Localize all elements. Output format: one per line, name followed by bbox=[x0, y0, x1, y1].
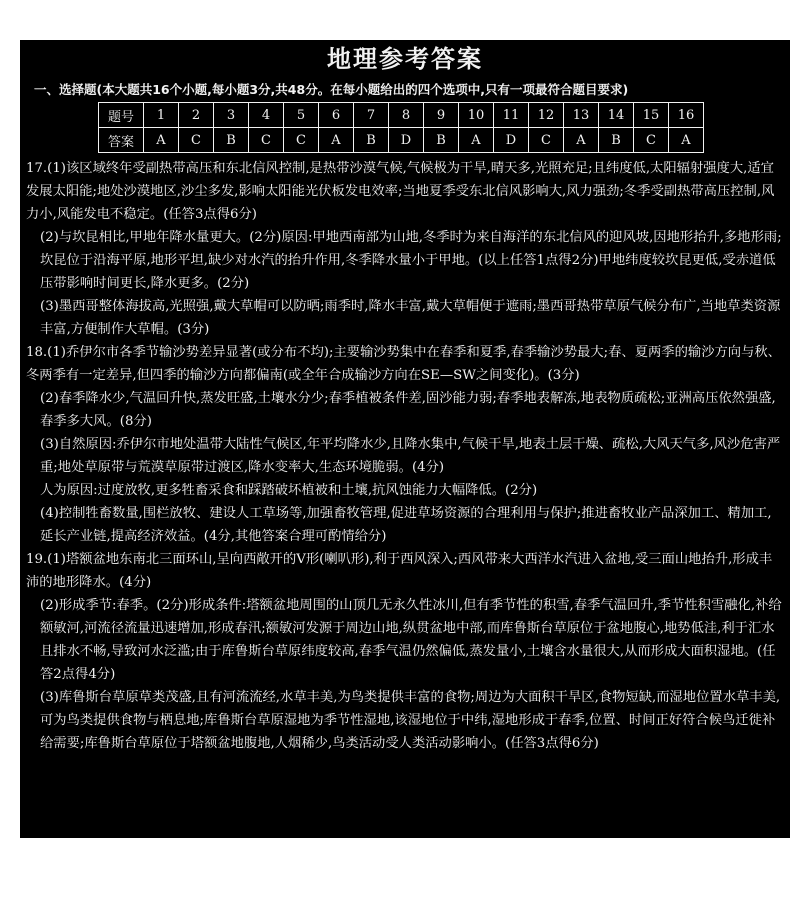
paragraph: (2)与坎昆相比,甲地年降水量更大。(2分)原因:甲地西南部为山地,冬季时为来自海洋的东北信风的迎风坡,因地形抬升,多地形雨;坎昆位于沿海平原,地形平坦,缺少对水汽的抬升作用,冬季降水量小于甲地。(以上任答1点得2分)甲地纬度较坎昆更低,受赤道低压带影响时间更长,降水更多。(2分) bbox=[40, 230, 782, 291]
answer-cell: B bbox=[599, 128, 634, 153]
paragraph: 18.(1)乔伊尔市各季节输沙势差异显著(或分布不均);主要输沙势集中在春季和夏季,春季输沙势最大;春、夏两季的输沙方向与秋、冬两季有一定差异,但四季的输沙方向都偏南(或全年合成输沙方向在SE—SW之间变化)。(3分) bbox=[26, 345, 781, 383]
row-label-number: 题号 bbox=[99, 103, 144, 128]
answer-cell: C bbox=[284, 128, 319, 153]
question-number-cell: 1 bbox=[144, 103, 179, 128]
question-18 bbox=[26, 341, 782, 548]
question-number-cell: 2 bbox=[179, 103, 214, 128]
page-title: 地理参考答案 bbox=[327, 45, 483, 73]
paragraph: 19.(1)塔额盆地东南北三面环山,呈向西敞开的V形(喇叭形),利于西风深入;西风带来大西洋水汽进入盆地,受三面山地抬升,形成丰沛的地形降水。(4分) bbox=[26, 552, 773, 590]
answer-cell: A bbox=[319, 128, 354, 153]
answer-sheet bbox=[20, 40, 790, 838]
row-label-answer: 答案 bbox=[99, 128, 144, 153]
section-heading: 一、选择题(本大题共16个小题,每小题3分,共48分。在每小题给出的四个选项中,只有一项最符合题目要求) bbox=[34, 82, 629, 97]
paragraph: 人为原因:过度放牧,更多牲畜采食和踩踏破坏植被和土壤,抗风蚀能力大幅降低。(2分) bbox=[40, 483, 538, 498]
question-number-cell: 10 bbox=[459, 103, 494, 128]
question-number-cell: 9 bbox=[424, 103, 459, 128]
question-number-cell: 7 bbox=[354, 103, 389, 128]
table-row-answers bbox=[99, 128, 704, 153]
paragraph: (3)自然原因:乔伊尔市地处温带大陆性气候区,年平均降水少,且降水集中,气候干旱,地表土层干燥、疏松,大风天气多,风沙危害严重;地处草原带与荒漠草原带过渡区,降水变率大,生态环境脆弱。(4分) bbox=[40, 437, 781, 475]
paragraph: (2)形成季节:春季。(2分)形成条件:塔额盆地周围的山顶几无永久性冰川,但有季节性的积雪,春季气温回升,季节性积雪融化,补给额敏河,河流径流量迅速增加,形成春汛;额敏河发源于周边山地,纵贯盆地中部,而库鲁斯台草原位于盆地腹心,地势低洼,利于汇水且排水不畅,导致河水泛滥;由于库鲁斯台草原纬度较高,春季气温仍然偏低,蒸发量小,土壤含水量很大,从而形成大面积湿地。(任答2点得4分) bbox=[40, 598, 782, 682]
answer-cell: B bbox=[424, 128, 459, 153]
answer-cell: A bbox=[564, 128, 599, 153]
table-row-numbers bbox=[99, 103, 704, 128]
question-number-cell: 16 bbox=[669, 103, 704, 128]
answer-table bbox=[98, 102, 704, 153]
question-19 bbox=[26, 548, 782, 755]
question-number-cell: 12 bbox=[529, 103, 564, 128]
answer-cell: B bbox=[214, 128, 249, 153]
answer-cell: B bbox=[354, 128, 389, 153]
paragraph: (2)春季降水少,气温回升快,蒸发旺盛,土壤水分少;春季植被条件差,固沙能力弱;春季地表解冻,地表物质疏松;亚洲高压依然强盛,春季多大风。(8分) bbox=[40, 391, 776, 429]
question-number-cell: 3 bbox=[214, 103, 249, 128]
answer-cell: A bbox=[669, 128, 704, 153]
answer-cell: C bbox=[634, 128, 669, 153]
answer-body bbox=[20, 157, 790, 755]
question-number-cell: 5 bbox=[284, 103, 319, 128]
question-number-cell: 13 bbox=[564, 103, 599, 128]
answer-cell: C bbox=[179, 128, 214, 153]
question-number-cell: 6 bbox=[319, 103, 354, 128]
answer-cell: A bbox=[144, 128, 179, 153]
question-number-cell: 4 bbox=[249, 103, 284, 128]
answer-cell: D bbox=[389, 128, 424, 153]
question-17 bbox=[26, 157, 782, 341]
paragraph: (4)控制牲畜数量,围栏放牧、建设人工草场等,加强畜牧管理,促进草场资源的合理利用与保护;推进畜牧业产品深加工、精加工,延长产业链,提高经济效益。(4分,其他答案合理可酌情给分) bbox=[40, 506, 772, 544]
question-number-cell: 8 bbox=[389, 103, 424, 128]
answer-cell: D bbox=[494, 128, 529, 153]
answer-cell: C bbox=[249, 128, 284, 153]
paragraph: 17.(1)该区域终年受副热带高压和东北信风控制,是热带沙漠气候,气候极为干旱,晴天多,光照充足;且纬度低,太阳辐射强度大,适宜发展太阳能;地处沙漠地区,沙尘多发,影响太阳能光伏板发电效率;当地夏季受东北信风影响大,风力强劲;冬季受副热带高压控制,风力小,风能发电不稳定。(任答3点得6分) bbox=[26, 161, 775, 222]
paragraph: (3)墨西哥整体海拔高,光照强,戴大草帽可以防晒;雨季时,降水丰富,戴大草帽便于遮雨;墨西哥热带草原气候分布广,当地草类资源丰富,方便制作大草帽。(3分) bbox=[40, 299, 781, 337]
answer-cell: A bbox=[459, 128, 494, 153]
question-number-cell: 11 bbox=[494, 103, 529, 128]
question-number-cell: 15 bbox=[634, 103, 669, 128]
question-number-cell: 14 bbox=[599, 103, 634, 128]
paragraph: (3)库鲁斯台草原草类茂盛,且有河流流经,水草丰美,为鸟类提供丰富的食物;周边为大面积干旱区,食物短缺,而湿地位置水草丰美,可为鸟类提供食物与栖息地;库鲁斯台草原湿地为季节性湿地,该湿地位于中纬,湿地形成于春季,位置、时间正好符合候鸟迁徙补给需要;库鲁斯台草原位于塔额盆地腹地,人烟稀少,鸟类活动受人类活动影响小。(任答3点得6分) bbox=[40, 690, 781, 751]
answer-cell: C bbox=[529, 128, 564, 153]
